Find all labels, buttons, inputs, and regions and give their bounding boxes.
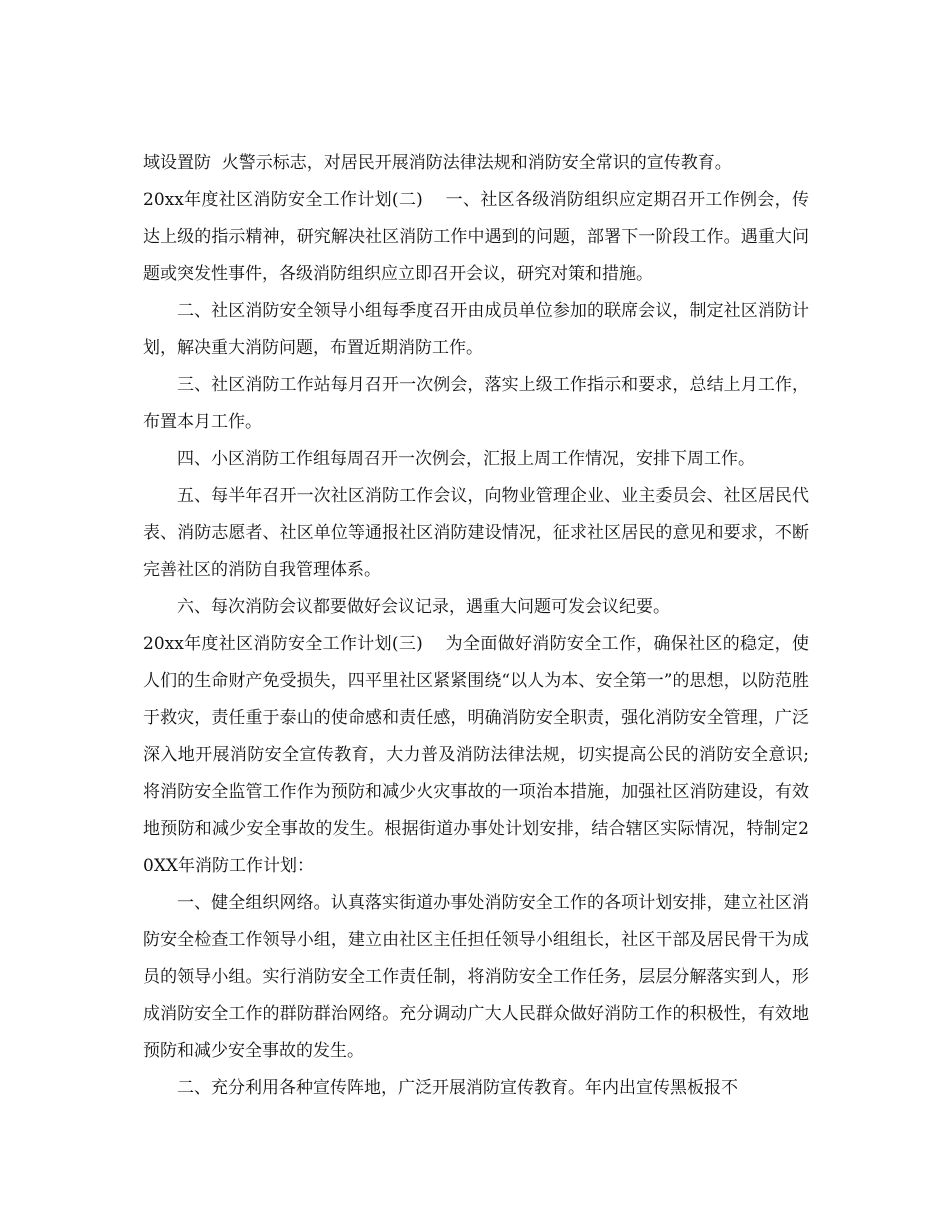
paragraph-section-two: 二、充分利用各种宣传阵地，广泛开展消防宣传教育。年内出宣传黑板报不	[177, 1078, 738, 1098]
paragraph-plan-three-heading: 20xx年度社区消防安全工作计划(三) 为全面做好消防安全工作，确保社区的稳定，使人们的生命财产免受损失，四平里社区紧紧围绕“以人为本、安全第一”的思想，以防范胜于救灾，责任重于泰山的使命感和责任感，明确消防安全职责，强化消防安全管理，广泛深入地开展消防安全宣传教育，大力普及消防法律法规，切实提高公民的消防安全意识;将消防安全监管工作作为预防和减少火灾事故的一项治本措施，加强社区消防建设，有效地预防和减少安全事故的发生。根据街道办事处计划安排，结合辖区实际情况，特制定20XX年消防工作计划：	[143, 634, 809, 876]
paragraph-continuation: 域设置防 火警示标志，对居民开展消防法律法规和消防安全常识的宣传教育。	[143, 153, 732, 173]
document-body	[143, 145, 809, 1107]
paragraph-plan-two-heading: 20xx年度社区消防安全工作计划(二) 一、社区各级消防组织应定期召开工作例会，传达上级的指示精神，研究解决社区消防工作中遇到的问题，部署下一阶段工作。遇重大问题或突发性事件，各级消防组织应立即召开会议，研究对策和措施。	[143, 190, 809, 284]
paragraph-item-six: 六、每次消防会议都要做好会议记录，遇重大问题可发会议纪要。	[177, 597, 670, 617]
paragraph-item-four: 四、小区消防工作组每周召开一次例会，汇报上周工作情况，安排下周工作。	[177, 449, 755, 469]
paragraph-item-five: 五、每半年召开一次社区消防工作会议，向物业管理企业、业主委员会、社区居民代表、消防志愿者、社区单位等通报社区消防建设情况，征求社区居民的意见和要求，不断完善社区的消防自我管理体系。	[143, 486, 809, 580]
paragraph-item-two: 二、社区消防安全领导小组每季度召开由成员单位参加的联席会议，制定社区消防计划，解决重大消防问题，布置近期消防工作。	[143, 301, 809, 358]
paragraph-section-one: 一、健全组织网络。认真落实街道办事处消防安全工作的各项计划安排，建立社区消防安全检查工作领导小组，建立由社区主任担任领导小组组长，社区干部及居民骨干为成员的领导小组。实行消防安全工作责任制，将消防安全工作任务，层层分解落实到人，形成消防安全工作的群防群治网络。充分调动广大人民群众做好消防工作的积极性，有效地预防和减少安全事故的发生。	[143, 893, 809, 1061]
paragraph-item-three: 三、社区消防工作站每月召开一次例会，落实上级工作指示和要求，总结上月工作，布置本月工作。	[143, 375, 809, 432]
